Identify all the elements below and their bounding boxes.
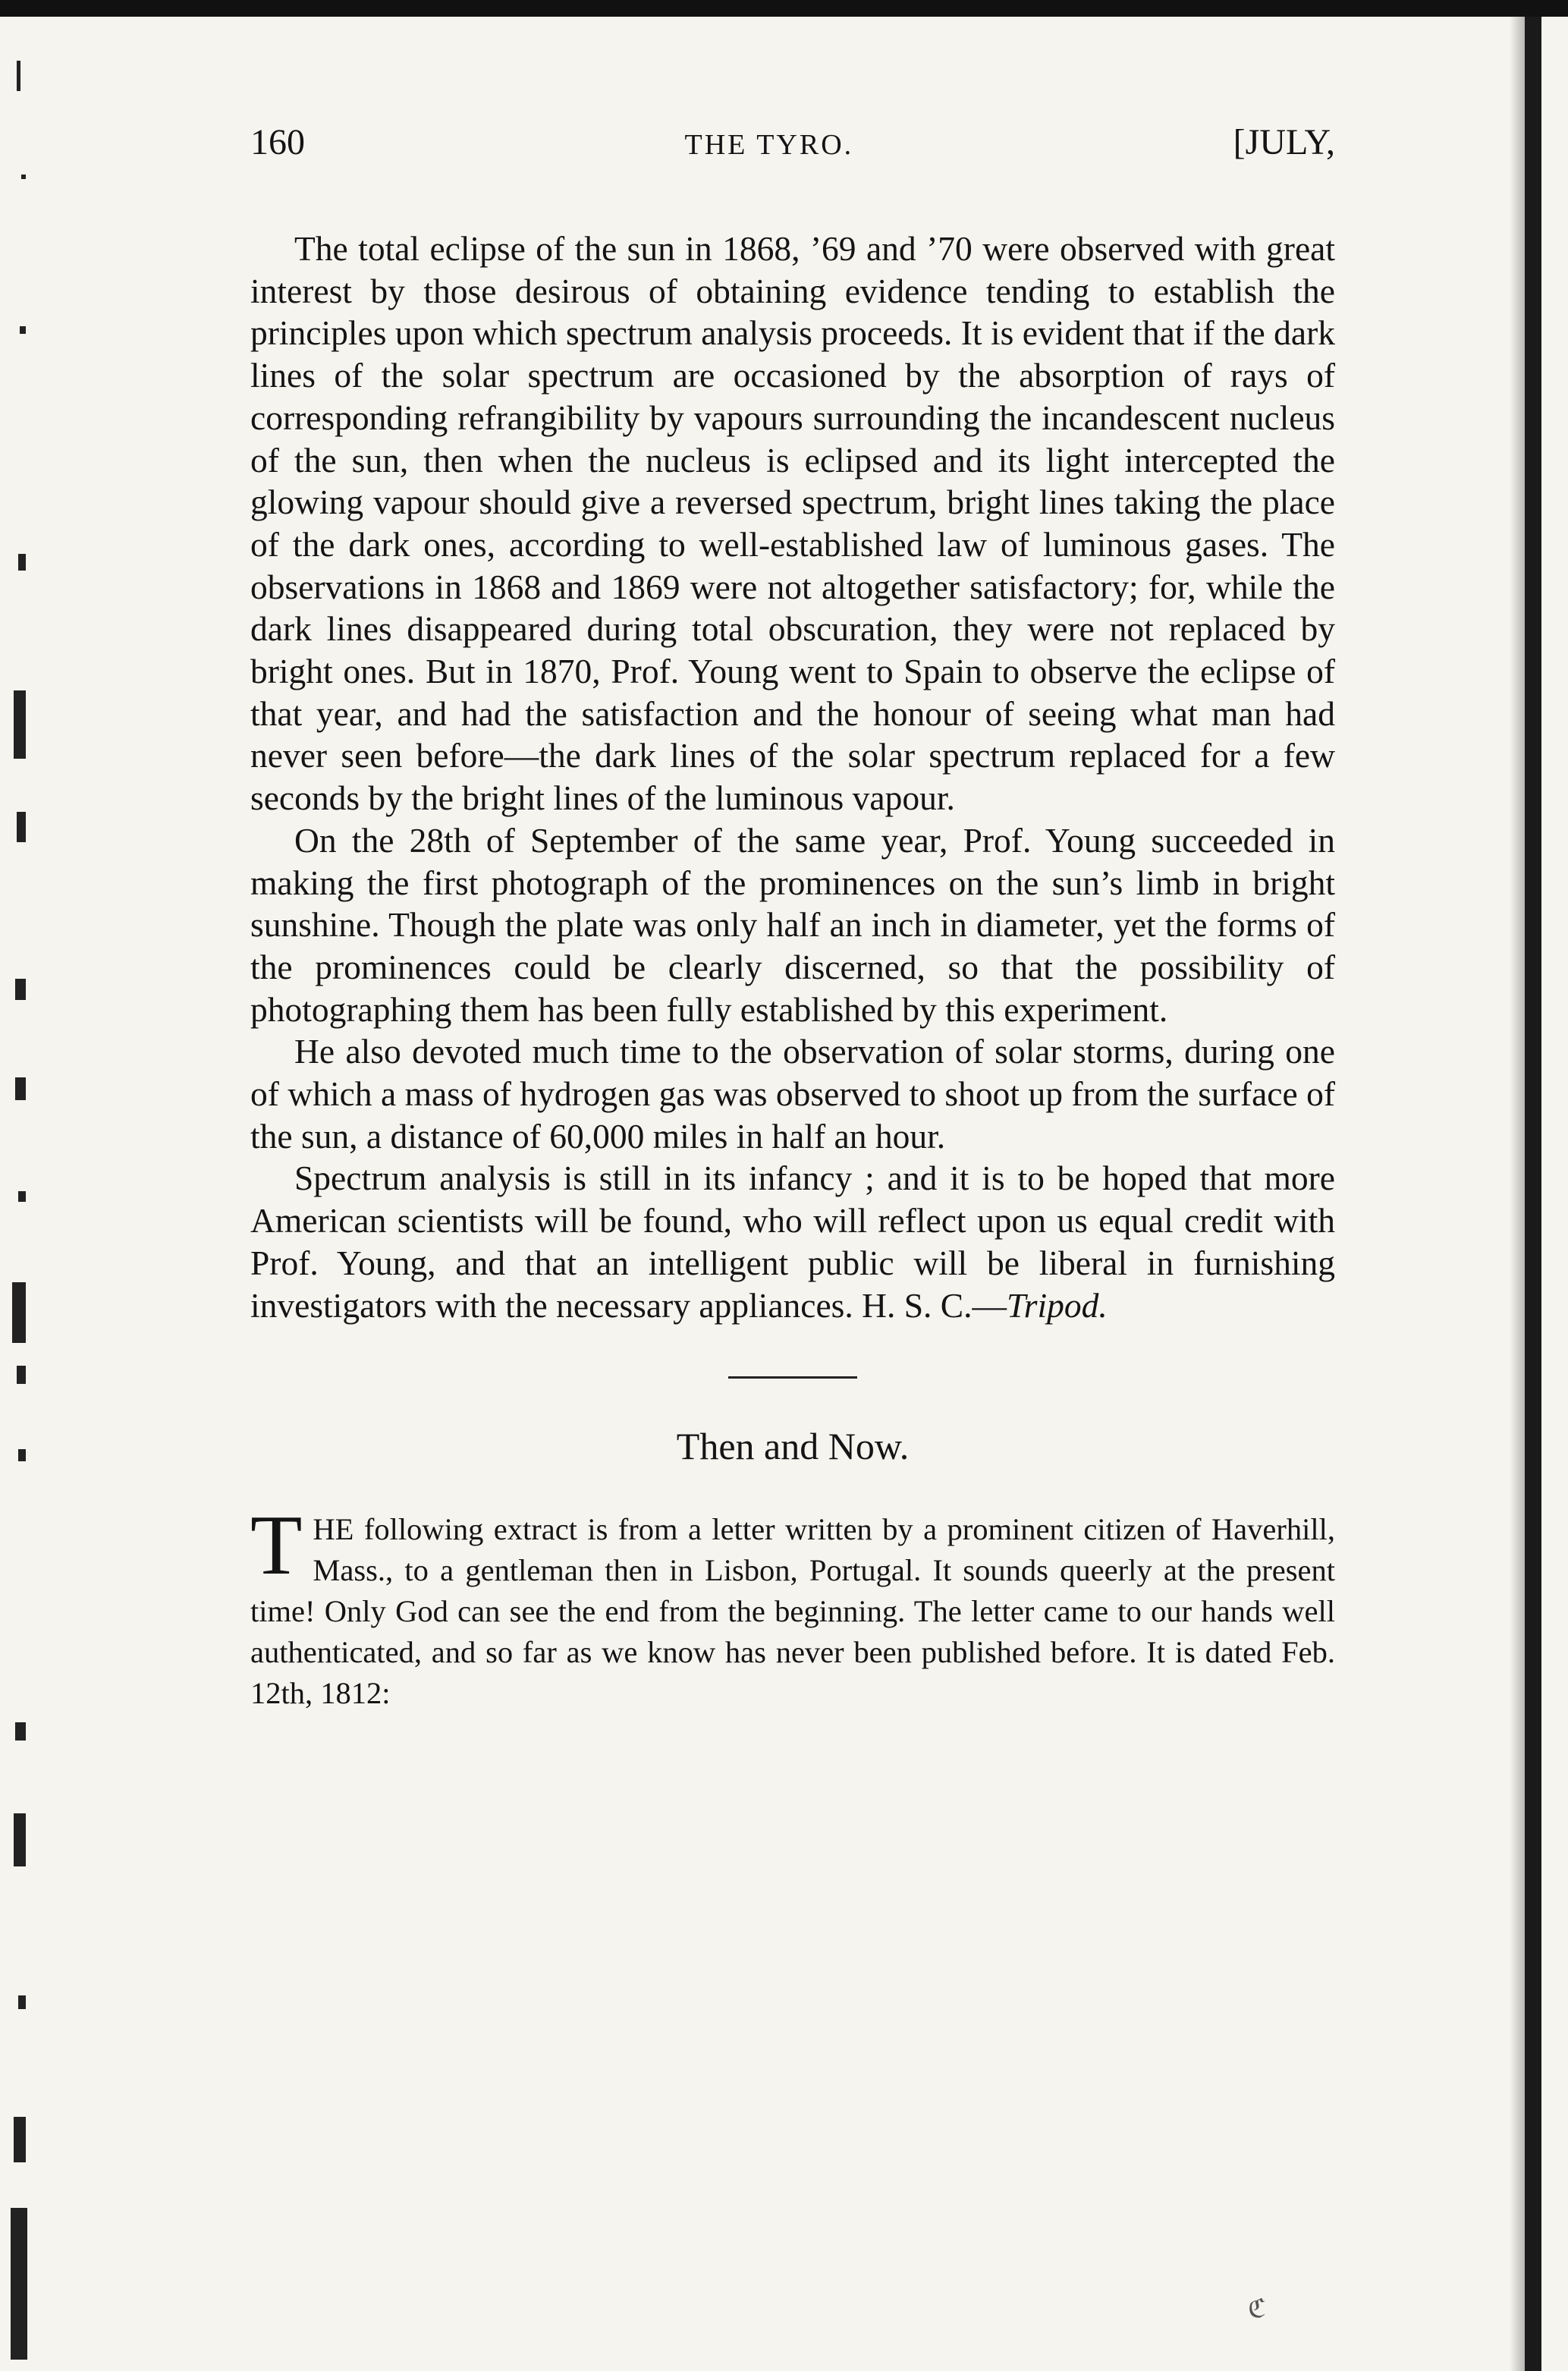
article-final-text: Spectrum analysis is still in its infancy ; and it is to be hoped that more American scientists will be found, who will reflect upon us equal credit with Prof. Young, and that an intelligent public will be liberal in furnishing investigators with the necessary appliances. <box>250 1159 1335 1325</box>
page-number: 160 <box>250 122 305 162</box>
book-page <box>250 121 1335 1714</box>
date-marker: [JULY, <box>1233 122 1335 162</box>
article-body <box>250 228 1335 1326</box>
article-source: Tripod. <box>1007 1285 1108 1325</box>
section-title: Then and Now. <box>676 1425 910 1468</box>
article-paragraph-2: On the 28th of September of the same year, Prof. Young succeeded in making the first photograph of the prominences on the sun’s limb in bright sunshine. Though the plate was only half an inch in diameter, yet the forms of the prominences could be clearly discerned, so that the possibility of photographing them has been fully established by this experiment. <box>250 820 1335 1029</box>
scan-right-border <box>1525 17 1541 2371</box>
running-title: THE TYRO. <box>684 129 854 161</box>
section-body <box>250 1498 1335 1714</box>
section-paragraph <box>250 1498 1335 1714</box>
running-head <box>250 121 1335 182</box>
article-paragraph-4 <box>250 1157 1335 1326</box>
section-paragraph-text: HE following extract is from a letter written by a prominent citizen of Haverhill, Mass., to a gentleman then in Lisbon, Portugal. It sounds queerly at the present time! Only God can see the end from the beginning. The letter came to our hands well authenticated, and so far as we know has never been published before. It is dated Feb. 12th, 1812: <box>250 1512 1335 1711</box>
scan-left-margin-marks <box>0 23 53 2367</box>
dropcap: T <box>250 1498 303 1593</box>
section-divider <box>728 1376 857 1379</box>
scan-top-border <box>0 0 1568 17</box>
stray-mark: ℭ <box>1248 2295 1266 2323</box>
article-paragraph-3: He also devoted much time to the observation of solar storms, during one of which a mass of hydrogen gas was observed to shoot up from the surface of the sun, a distance of 60,000 miles in half an hour. <box>250 1032 1335 1156</box>
article-paragraph-1: The total eclipse of the sun in 1868, ’69 and ’70 were observed with great interest by those desirous of obtaining evidence tending to establish the principles upon which spectrum analysis proceeds. It is evident that if the dark lines of the solar spectrum are occasioned by the absorption of rays of corresponding refrangibility by vapours surrounding the incandescent nucleus of the sun, then when the nucleus is eclipsed and its light intercepted the glowing vapour should give a reversed spectrum, bright lines taking the place of the dark ones, according to well-established law of luminous gases. The observations in 1868 and 1869 were not altogether satisfactory; for, while the dark lines disappeared during total obscuration, they were not replaced by bright ones. But in 1870, Prof. Young went to Spain to observe the eclipse of that year, and had the satisfaction and the honour of seeing what man had never seen before—the dark lines of the solar spectrum replaced for a few seconds by the bright lines of the luminous vapour. <box>250 229 1335 818</box>
scan-right-shadow <box>1510 17 1525 2371</box>
article-signature: H. S. C.— <box>862 1285 1007 1325</box>
